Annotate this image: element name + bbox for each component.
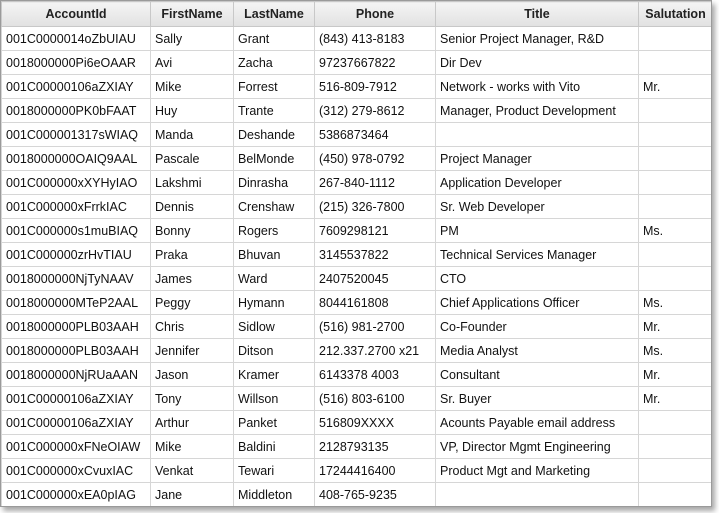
cell-firstname[interactable]: James — [151, 267, 234, 291]
cell-title[interactable]: Network - works with Vito — [436, 75, 639, 99]
cell-lastname[interactable]: Ward — [234, 267, 315, 291]
cell-phone[interactable]: 267-840-1112 — [315, 171, 436, 195]
cell-title[interactable]: Senior Project Manager, R&D — [436, 27, 639, 51]
cell-lastname[interactable]: Deshande — [234, 123, 315, 147]
cell-salutation[interactable] — [639, 99, 713, 123]
cell-firstname[interactable]: Tony — [151, 387, 234, 411]
cell-salutation[interactable] — [639, 483, 713, 507]
cell-salutation[interactable]: Mr. — [639, 363, 713, 387]
cell-phone[interactable]: 408-765-9235 — [315, 483, 436, 507]
cell-phone[interactable]: (215) 326-7800 — [315, 195, 436, 219]
cell-salutation[interactable] — [639, 195, 713, 219]
cell-salutation[interactable] — [639, 411, 713, 435]
cell-title[interactable]: CTO — [436, 267, 639, 291]
cell-accountid[interactable]: 001C000001317sWIAQ — [2, 123, 151, 147]
column-header-title[interactable]: Title — [436, 2, 639, 27]
cell-accountid[interactable]: 001C000000xFNeOIAW — [2, 435, 151, 459]
cell-salutation[interactable] — [639, 459, 713, 483]
cell-phone[interactable]: (516) 803-6100 — [315, 387, 436, 411]
cell-accountid[interactable]: 0018000000PK0bFAAT — [2, 99, 151, 123]
cell-phone[interactable]: 5386873464 — [315, 123, 436, 147]
cell-firstname[interactable]: Arthur — [151, 411, 234, 435]
cell-phone[interactable]: 212.337.2700 x21 — [315, 339, 436, 363]
cell-title[interactable]: Sr. Web Developer — [436, 195, 639, 219]
cell-firstname[interactable]: Avi — [151, 51, 234, 75]
cell-phone[interactable]: 7609298121 — [315, 219, 436, 243]
cell-salutation[interactable]: Mr. — [639, 315, 713, 339]
cell-salutation[interactable]: Mr. — [639, 75, 713, 99]
cell-title[interactable] — [436, 483, 639, 507]
cell-salutation[interactable] — [639, 51, 713, 75]
cell-title[interactable]: Media Analyst — [436, 339, 639, 363]
table-row[interactable] — [2, 435, 713, 459]
column-header-firstname[interactable]: FirstName — [151, 2, 234, 27]
table-row[interactable] — [2, 51, 713, 75]
cell-firstname[interactable]: Jennifer — [151, 339, 234, 363]
cell-lastname[interactable]: BelMonde — [234, 147, 315, 171]
table-row[interactable] — [2, 171, 713, 195]
cell-accountid[interactable]: 001C000000s1muBIAQ — [2, 219, 151, 243]
cell-accountid[interactable]: 0018000000OAIQ9AAL — [2, 147, 151, 171]
cell-accountid[interactable]: 0018000000PLB03AAH — [2, 315, 151, 339]
cell-title[interactable]: Application Developer — [436, 171, 639, 195]
cell-firstname[interactable]: Sally — [151, 27, 234, 51]
cell-salutation[interactable]: Mr. — [639, 387, 713, 411]
cell-title[interactable]: Consultant — [436, 363, 639, 387]
table-row[interactable] — [2, 291, 713, 315]
cell-lastname[interactable]: Forrest — [234, 75, 315, 99]
cell-title[interactable]: Acounts Payable email address — [436, 411, 639, 435]
cell-lastname[interactable]: Baldini — [234, 435, 315, 459]
data-grid — [1, 1, 712, 507]
cell-lastname[interactable]: Sidlow — [234, 315, 315, 339]
cell-lastname[interactable]: Hymann — [234, 291, 315, 315]
cell-lastname[interactable]: Middleton — [234, 483, 315, 507]
cell-firstname[interactable]: Peggy — [151, 291, 234, 315]
cell-phone[interactable]: (843) 413-8183 — [315, 27, 436, 51]
cell-lastname[interactable]: Panket — [234, 411, 315, 435]
cell-firstname[interactable]: Mike — [151, 75, 234, 99]
cell-lastname[interactable]: Kramer — [234, 363, 315, 387]
cell-salutation[interactable] — [639, 171, 713, 195]
table-row[interactable] — [2, 363, 713, 387]
cell-firstname[interactable]: Bonny — [151, 219, 234, 243]
cell-title[interactable]: Product Mgt and Marketing — [436, 459, 639, 483]
cell-firstname[interactable]: Huy — [151, 99, 234, 123]
cell-lastname[interactable]: Tewari — [234, 459, 315, 483]
cell-accountid[interactable]: 001C000000zrHvTIAU — [2, 243, 151, 267]
table-row[interactable] — [2, 27, 713, 51]
table-row[interactable] — [2, 315, 713, 339]
cell-accountid[interactable]: 001C000000xXYHyIAO — [2, 171, 151, 195]
cell-phone[interactable]: (450) 978-0792 — [315, 147, 436, 171]
cell-accountid[interactable]: 001C000000xEA0pIAG — [2, 483, 151, 507]
table-row[interactable] — [2, 267, 713, 291]
cell-phone[interactable]: 6143378 4003 — [315, 363, 436, 387]
cell-salutation[interactable]: Ms. — [639, 291, 713, 315]
cell-firstname[interactable]: Venkat — [151, 459, 234, 483]
cell-phone[interactable]: 3145537822 — [315, 243, 436, 267]
table-row[interactable] — [2, 99, 713, 123]
table-row[interactable] — [2, 147, 713, 171]
cell-title[interactable]: Dir Dev — [436, 51, 639, 75]
cell-accountid[interactable]: 001C00000106aZXIAY — [2, 387, 151, 411]
cell-lastname[interactable]: Crenshaw — [234, 195, 315, 219]
grid-header — [2, 2, 713, 27]
cell-title[interactable]: Project Manager — [436, 147, 639, 171]
cell-firstname[interactable]: Pascale — [151, 147, 234, 171]
table-row[interactable] — [2, 195, 713, 219]
cell-firstname[interactable]: Praka — [151, 243, 234, 267]
cell-phone[interactable]: (312) 279-8612 — [315, 99, 436, 123]
header-row — [2, 2, 713, 27]
table-row[interactable] — [2, 243, 713, 267]
cell-accountid[interactable]: 0018000000NjTyNAAV — [2, 267, 151, 291]
cell-accountid[interactable]: 0018000000NjRUaAAN — [2, 363, 151, 387]
cell-phone[interactable]: (516) 981-2700 — [315, 315, 436, 339]
cell-title[interactable]: VP, Director Mgmt Engineering — [436, 435, 639, 459]
table-row[interactable] — [2, 123, 713, 147]
column-header-accountid[interactable]: AccountId — [2, 2, 151, 27]
cell-accountid[interactable]: 0018000000PLB03AAH — [2, 339, 151, 363]
table-row[interactable] — [2, 411, 713, 435]
cell-phone[interactable]: 2407520045 — [315, 267, 436, 291]
cell-phone[interactable]: 2128793135 — [315, 435, 436, 459]
cell-firstname[interactable]: Chris — [151, 315, 234, 339]
cell-lastname[interactable]: Ditson — [234, 339, 315, 363]
cell-firstname[interactable]: Dennis — [151, 195, 234, 219]
cell-firstname[interactable]: Jane — [151, 483, 234, 507]
cell-title[interactable]: Manager, Product Development — [436, 99, 639, 123]
cell-lastname[interactable]: Grant — [234, 27, 315, 51]
cell-lastname[interactable]: Zacha — [234, 51, 315, 75]
column-header-phone[interactable]: Phone — [315, 2, 436, 27]
cell-salutation[interactable] — [639, 243, 713, 267]
column-header-lastname[interactable]: LastName — [234, 2, 315, 27]
cell-salutation[interactable]: Ms. — [639, 219, 713, 243]
table-row[interactable] — [2, 75, 713, 99]
cell-title[interactable]: PM — [436, 219, 639, 243]
cell-salutation[interactable] — [639, 267, 713, 291]
cell-firstname[interactable]: Manda — [151, 123, 234, 147]
cell-accountid[interactable]: 001C00000106aZXIAY — [2, 411, 151, 435]
cell-title[interactable] — [436, 123, 639, 147]
cell-accountid[interactable]: 001C00000106aZXIAY — [2, 75, 151, 99]
cell-accountid[interactable]: 001C0000014oZbUIAU — [2, 27, 151, 51]
cell-salutation[interactable] — [639, 435, 713, 459]
table-row[interactable] — [2, 459, 713, 483]
cell-firstname[interactable]: Jason — [151, 363, 234, 387]
table-row[interactable] — [2, 339, 713, 363]
cell-lastname[interactable]: Rogers — [234, 219, 315, 243]
cell-lastname[interactable]: Bhuvan — [234, 243, 315, 267]
cell-lastname[interactable]: Trante — [234, 99, 315, 123]
cell-title[interactable]: Technical Services Manager — [436, 243, 639, 267]
table-row[interactable] — [2, 219, 713, 243]
cell-firstname[interactable]: Mike — [151, 435, 234, 459]
cell-phone[interactable]: 516-809-7912 — [315, 75, 436, 99]
cell-title[interactable]: Sr. Buyer — [436, 387, 639, 411]
cell-accountid[interactable]: 001C000000xFrrkIAC — [2, 195, 151, 219]
cell-firstname[interactable]: Lakshmi — [151, 171, 234, 195]
cell-lastname[interactable]: Willson — [234, 387, 315, 411]
cell-accountid[interactable]: 0018000000MTeP2AAL — [2, 291, 151, 315]
column-header-salutation[interactable]: Salutation — [639, 2, 713, 27]
cell-salutation[interactable] — [639, 27, 713, 51]
cell-accountid[interactable]: 001C000000xCvuxIAC — [2, 459, 151, 483]
cell-phone[interactable]: 516809XXXX — [315, 411, 436, 435]
table-row[interactable] — [2, 387, 713, 411]
cell-salutation[interactable] — [639, 123, 713, 147]
grid-body — [2, 27, 713, 507]
cell-lastname[interactable]: Dinrasha — [234, 171, 315, 195]
cell-accountid[interactable]: 0018000000Pi6eOAAR — [2, 51, 151, 75]
cell-salutation[interactable]: Ms. — [639, 339, 713, 363]
cell-title[interactable]: Co-Founder — [436, 315, 639, 339]
cell-phone[interactable]: 8044161808 — [315, 291, 436, 315]
table-row[interactable] — [2, 483, 713, 507]
cell-salutation[interactable] — [639, 147, 713, 171]
cell-title[interactable]: Chief Applications Officer — [436, 291, 639, 315]
cell-phone[interactable]: 17244416400 — [315, 459, 436, 483]
cell-phone[interactable]: 97237667822 — [315, 51, 436, 75]
